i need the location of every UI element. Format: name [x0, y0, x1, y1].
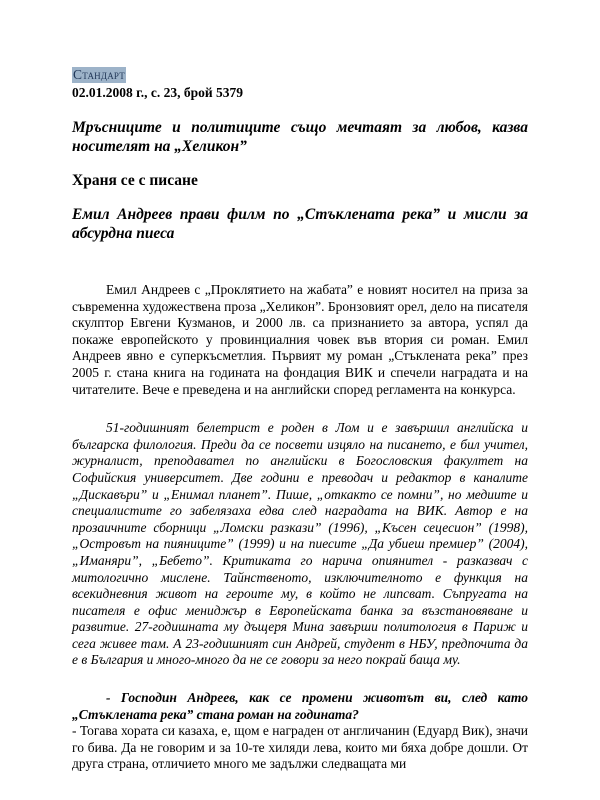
article	[72, 66, 528, 773]
deck: Емил Андреев прави филм по „Стъклената река” и мисли за абсурдна пиеса	[72, 206, 528, 242]
interview-answer: - Тогава хората си казаха, е, щом е награден от англичанин (Едуард Вик), значи го бива. Да не говорим и за 10-те хиляди лева, които ми бяха добре дошли. От друга страна, отличието много ме задължи следващата ми	[72, 723, 528, 772]
subheading: Храня се с писане	[72, 172, 198, 189]
paragraph-intro: Емил Андреев с „Проклятието на жабата” е новият носител на приза за съвременна художествена проза „Хеликон”. Бронзовият орел, дело на писателя скулптор Евгени Кузманов, и 2000 лв. са признанието за автора, успял да покаже европейското у провинциалния човек във втория си роман. Емил Андреев явно е суперкъсметлия. Първият му роман „Стъклената река” през 2005 г. стана книга на годината на фондация ВИК и спечели наградата и на читателите. Вече е преведена и на английски според регламента на конкурса.	[72, 282, 528, 397]
source-label: Стандарт	[73, 67, 125, 82]
dateline: 02.01.2008 г., с. 23, брой 5379	[72, 85, 244, 100]
interview-question: - Господин Андреев, как се промени животът ви, след като „Стъклената река” стана роман на годината?	[72, 690, 528, 722]
headline: Мръсниците и политиците също мечтаят за любов, казва носителят на „Хеликон”	[72, 119, 528, 155]
paragraph-bio: 51-годишният белетрист е роден в Лом и е завършил английска и българска филология. Преди да се посвети изцяло на писането, е бил учител, журналист, преподавател по английски в Богословския факултет на Софийския университет. Две години е преводач и редактор в каналите „Дискавъри” и „Енимал планет”. Пише, „откакто се помни”, но медиите и специалистите го забелязаха едва след наградата на ВИК. Автор е на прозаичните сборници „Ломски разкази” (1996), „Късен сецесион” (1998), „Островът на пияниците” (1999) и на пиесите „Да убиеш премиер” (2004), „Иманяри”, „Бебето”. Критиката го нарича опиянител - разказвач с митологично мислене. Тайнственото, изключителното е функция на всекидневния живот на героите му, в който не липсват. Съпругата на писателя е офис мениджър в Европейската банка за възстановяване и развитие. 27-годишната му дъщеря Мина завърши политология в Париж и сега живее там. А 23-годишният син Андрей, студент в НБУ, предпочита да е в България и много-много да не се говори за него покрай баща му.	[72, 420, 528, 668]
